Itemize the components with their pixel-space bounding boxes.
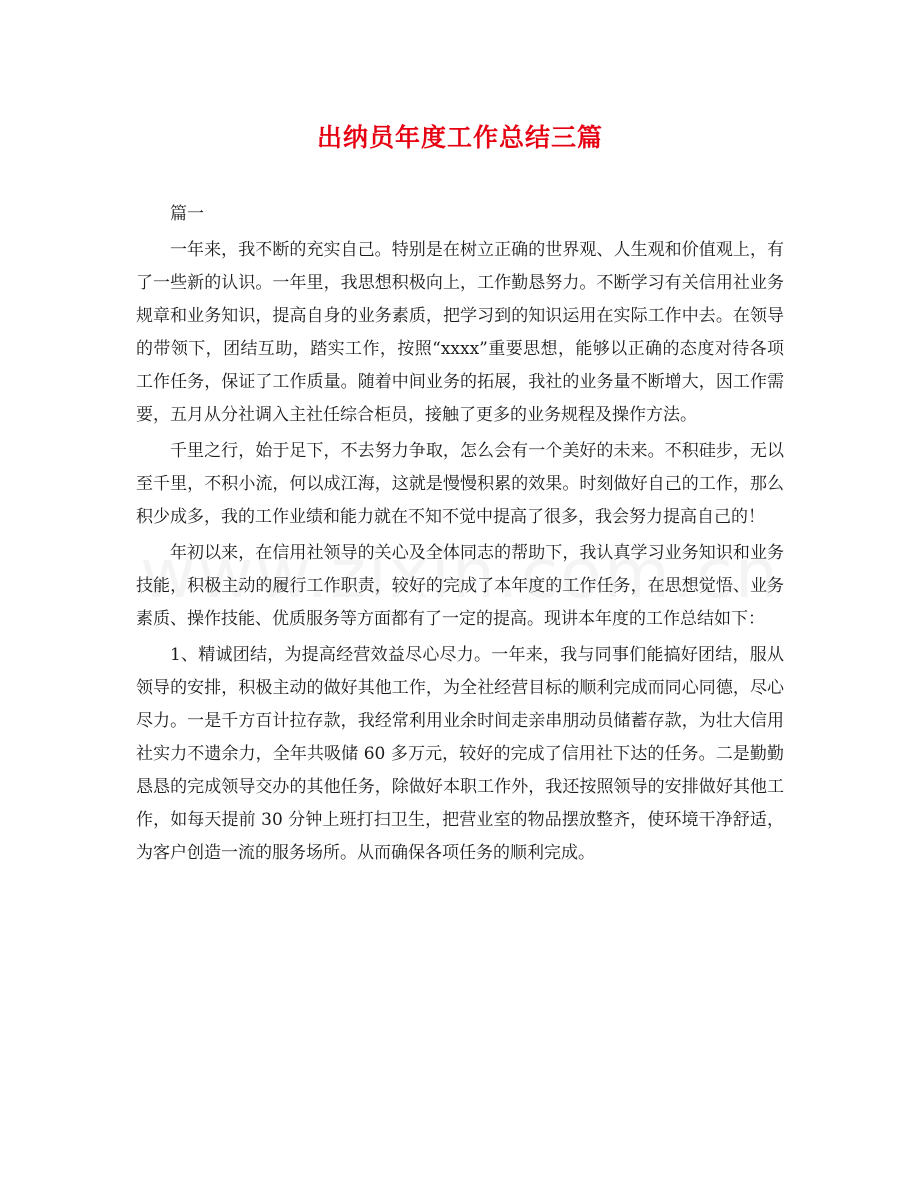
paragraph-3: 年初以来，在信用社领导的关心及全体同志的帮助下，我认真学习业务知识和业务技能，积极主动的履行工作职责，较好的完成了本年度的工作任务，在思想觉悟、业务素质、操作技能、优质服务等方面都有了一定的提高。现讲本年度的工作总结如下：: [136, 543, 784, 629]
section-heading: 篇一: [170, 204, 204, 224]
paragraph-2: 千里之行，始于足下，不去努力争取，怎么会有一个美好的未来。不积硅步，无以至千里，不积小流，何以成江海，这就是慢慢积累的效果。时刻做好自己的工作，那么积少成多，我的工作业绩和能力就在不知不觉中提高了很多，我会努力提高自己的！: [136, 441, 784, 527]
document-body: [136, 198, 784, 873]
paragraph-4: 1、精诚团结，为提高经营效益尽心尽力。一年来，我与同事们能搞好团结，服从领导的安排，积极主动的做好其他工作，为全社经营目标的顺利完成而同心同德，尽心尽力。一是千方百计拉存款，我经常利用业余时间走亲串朋动员储蓄存款，为壮大信用社实力不遗余力，全年共吸储 60 多万元，较好的完成了信用社下达的任务。二是勤勤恳恳的完成领导交办的其他任务，除做好本职工作外，我还按照领导的安排做好其他工作，如每天提前 30 分钟上班打扫卫生，把营业室的物品摆放整齐，使环境干净舒适，为客户创造一流的服务场所。从而确保各项任务的顺利完成。: [136, 645, 784, 863]
document-title: 出纳员年度工作总结三篇: [316, 123, 603, 152]
paragraph-1: 一年来，我不断的充实自己。特别是在树立正确的世界观、人生观和价值观上，有了一些新的认识。一年里，我思想积极向上，工作勤恳努力。不断学习有关信用社业务规章和业务知识，提高自身的业务素质，把学习到的知识运用在实际工作中去。在领导的带领下，团结互助，踏实工作，按照“xxxx”重要思想，能够以正确的态度对待各项工作任务，保证了工作质量。随着中间业务的拓展，我社的业务量不断增大，因工作需要，五月从分社调入主社任综合柜员，接触了更多的业务规程及操作方法。: [136, 240, 784, 425]
